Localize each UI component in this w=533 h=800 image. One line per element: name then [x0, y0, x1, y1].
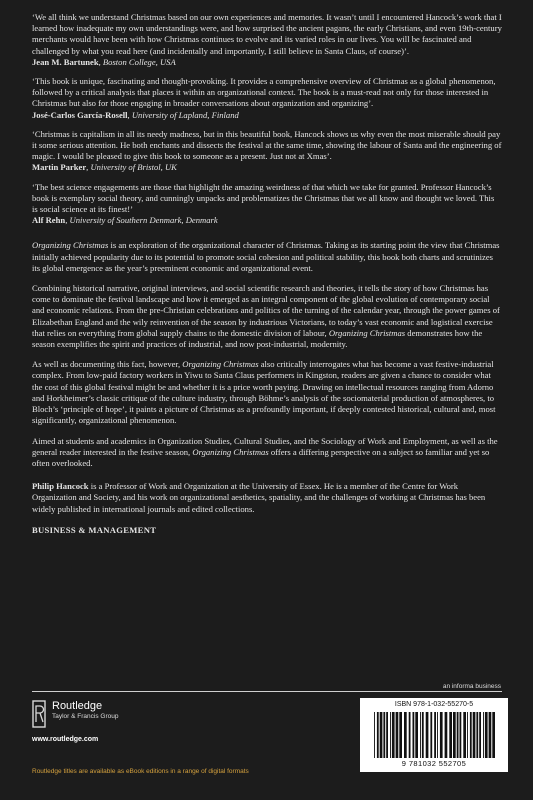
ebook-note: Routledge titles are available as eBook editions in a range of digital formats [32, 768, 249, 775]
quote-attribution: Jean M. Bartunek, Boston College, USA [32, 56, 176, 67]
paragraph-text: demonstrates how the season exemplifies the spirit and practices of industrial, and now post-industrial, modernity. [32, 327, 483, 350]
quote-affiliation: University of Southern Denmark, Denmark [69, 215, 218, 226]
barcode-bar [476, 712, 478, 758]
paragraph-text: As well as documenting this fact, however, [32, 359, 183, 370]
description-paragraph [32, 240, 502, 274]
barcode-bar [457, 712, 459, 758]
barcode-bar [445, 712, 448, 758]
book-title: Organizing Christmas [32, 240, 109, 251]
barcode-bar [377, 712, 379, 758]
publisher-text [52, 700, 118, 721]
barcode-bar [479, 712, 481, 758]
paragraph-text: Combining historical narrative, original interviews, and social scientific research and theories, it tells the story of how Christmas has come to dominate the festival landscape and how it emerged as an integral component of the global evolution of contemporary social and economic relations. From the pre-Christian celebrations and politics of the turning of the calendar year, through the power games of Elizabethan England and the wily reinvention of the season by industrious Victorians, to today’s vast economic and logistical exercise that relies on everything from global supply chains to the domestic division of labour, [32, 283, 500, 338]
quote-author: Martin Parker [32, 162, 87, 173]
quote-attribution: José-Carlos García-Rosell, University of Lapland, Finland [32, 109, 239, 120]
barcode-bar [386, 712, 388, 758]
barcode-bar [463, 712, 466, 758]
barcode-digits: 9 781032 552705 [401, 759, 467, 768]
book-title: Organizing Christmas [328, 327, 406, 338]
barcode-bar [392, 712, 395, 758]
quote-text: ‘Christmas is capitalism in all its needy madness, but in this beautiful book, Hancock shows us why even the most miserable should pay it some serious attention. He both enchants and dissects the festival at the same time, showing the labour of Santa and the engineering of magic. I would be pleased to give this book to someone as a present. Just not at Xmas’. [32, 128, 502, 162]
barcode-bar [422, 712, 424, 758]
quote-text: ‘The best science engagements are those that highlight the amazing weirdness of that which we take for granted. Professor Hancock’s book is exemplary social theory, and cunningly unpacks and problematizes the Christmas that we all know and thought we loved. This is social science at its finest!’ [32, 181, 495, 215]
informa-tagline: an informa business [439, 683, 501, 690]
barcode-bar [380, 712, 383, 758]
publisher-logo [32, 700, 118, 728]
description-paragraph [32, 436, 502, 470]
paragraph-text: also critically interrogates what has become a vast festive-industrial complex. From low-paid factory workers in Yiwu to Santa Claus performers in Kingston, readers are given a chance to consider what the cost of this global festival might be and whether it is a price worth paying. Drawing on intellectual resources ranging from Adorno and Horkheimer’s classic critique of the culture industry, through Böhme’s analysis of the sociomaterial production of atmospheres, to Bloch’s ‘principle of hope’, it paints a picture of Christmas as a profoundly important, if deeply contested historical, cultural and, most significantly, organizational phenomenon. [32, 359, 496, 426]
barcode-bar [467, 712, 468, 758]
barcode-bars [372, 712, 496, 758]
barcode-bar [383, 712, 385, 758]
endorsement-quote [32, 76, 502, 121]
barcode-bar [492, 712, 495, 758]
barcode-bar [399, 712, 402, 758]
barcode-bar [460, 712, 462, 758]
paragraph-text: is an exploration of the organizational character of Christmas. Taking as its starting point the view that Christmas initially achieved popularity due to its potential to promote social cohesion and political stability, this book both charts and scrutinizes its global emergence as the year’s preeminent economic and organizational event. [32, 240, 500, 273]
quote-author: Jean M. Bartunek [32, 56, 99, 67]
quote-attribution: Martin Parker, University of Bristol, UK [32, 162, 177, 173]
barcode-bar [415, 712, 418, 758]
book-title: Organizing Christmas [192, 446, 269, 457]
quote-affiliation: University of Bristol, UK [90, 162, 177, 173]
author-bio [32, 481, 502, 515]
barcode-bar [396, 712, 399, 758]
isbn-barcode [360, 698, 508, 772]
barcode-bar [485, 712, 488, 758]
publisher-url[interactable]: www.routledge.com [32, 736, 99, 743]
paragraph-text: offers a differing perspective on a subject so familiar and yet so often overlooked. [32, 446, 490, 468]
endorsement-quote [32, 182, 502, 227]
quote-affiliation: Boston College, USA [102, 56, 176, 67]
barcode-bar [440, 712, 443, 758]
barcode-bar [470, 712, 472, 758]
quote-author: Alf Rehn [32, 215, 66, 226]
description-paragraph [32, 283, 502, 350]
routledge-logo-icon [32, 700, 46, 728]
barcode-bar [430, 712, 432, 758]
book-title: Organizing Christmas [182, 359, 259, 370]
barcode-bar [404, 712, 407, 758]
back-cover-text [32, 12, 502, 545]
publisher-group: Taylor & Francis Group [52, 713, 119, 720]
barcode-bar [449, 712, 452, 758]
barcode-bar [483, 712, 484, 758]
author-name: Philip Hancock [32, 481, 89, 492]
barcode-bar [374, 712, 375, 758]
barcode-bar [453, 712, 456, 758]
quote-affiliation: University of Lapland, Finland [131, 109, 239, 120]
endorsement-quote [32, 129, 502, 174]
author-bio-text: is a Professor of Work and Organization at the University of Essex. He is a member of the Centre for Work Organization and Society, and his work on organizational aesthetics, spatiality, and the challenges of working at Christmas has been widely published in international journals and edited collections. [32, 481, 486, 514]
barcode-bar [434, 712, 436, 758]
quote-attribution: Alf Rehn, University of Southern Denmark, Denmark [32, 215, 218, 226]
quote-text: ‘This book is unique, fascinating and thought-provoking. It provides a comprehensive overview of Christmas as a global phenomenon, followed by a critical analysis that places it within an organizational context. The book is a must-read not only for those interested in Christmas but also for those engaging in broader conversations about organization and organizing’. [32, 76, 496, 109]
publisher-name: Routledge [52, 700, 103, 712]
barcode-bar [437, 712, 438, 758]
barcode-bar [409, 712, 411, 758]
quote-author: José-Carlos García-Rosell [32, 109, 128, 120]
quote-text: ‘We all think we understand Christmas based on our own experiences and memories. It wasn’t until I encountered Hancock’s work that I learned how inadequate my own understandings were, and how surprised the ancient pagans, the early Christians, and even 19th-century merchants would have been with how Christmas continues to evolve and its varied roles in our lives. You will be fascinated and challenged by what you read here (and incidentally and importantly, I still believe in Santa Claus, of course)’. [32, 12, 502, 56]
endorsement-quote [32, 12, 502, 68]
paragraph-text: Aimed at students and academics in Organization Studies, Cultural Studies, and the Sociology of Work and Employment, as well as the general reader interested in the festive season, [32, 435, 498, 457]
barcode-bar [413, 712, 415, 758]
barcode-bar [390, 712, 391, 758]
barcode-bar [426, 712, 429, 758]
description-paragraph [32, 359, 502, 426]
subject-category: BUSINESS & MANAGEMENT [32, 524, 157, 535]
barcode-bar [489, 712, 492, 758]
barcode-bar [420, 712, 421, 758]
barcode-bar [473, 712, 476, 758]
isbn-label: ISBN 978-1-032-55270-5 [394, 701, 474, 708]
footer-divider [32, 691, 502, 692]
